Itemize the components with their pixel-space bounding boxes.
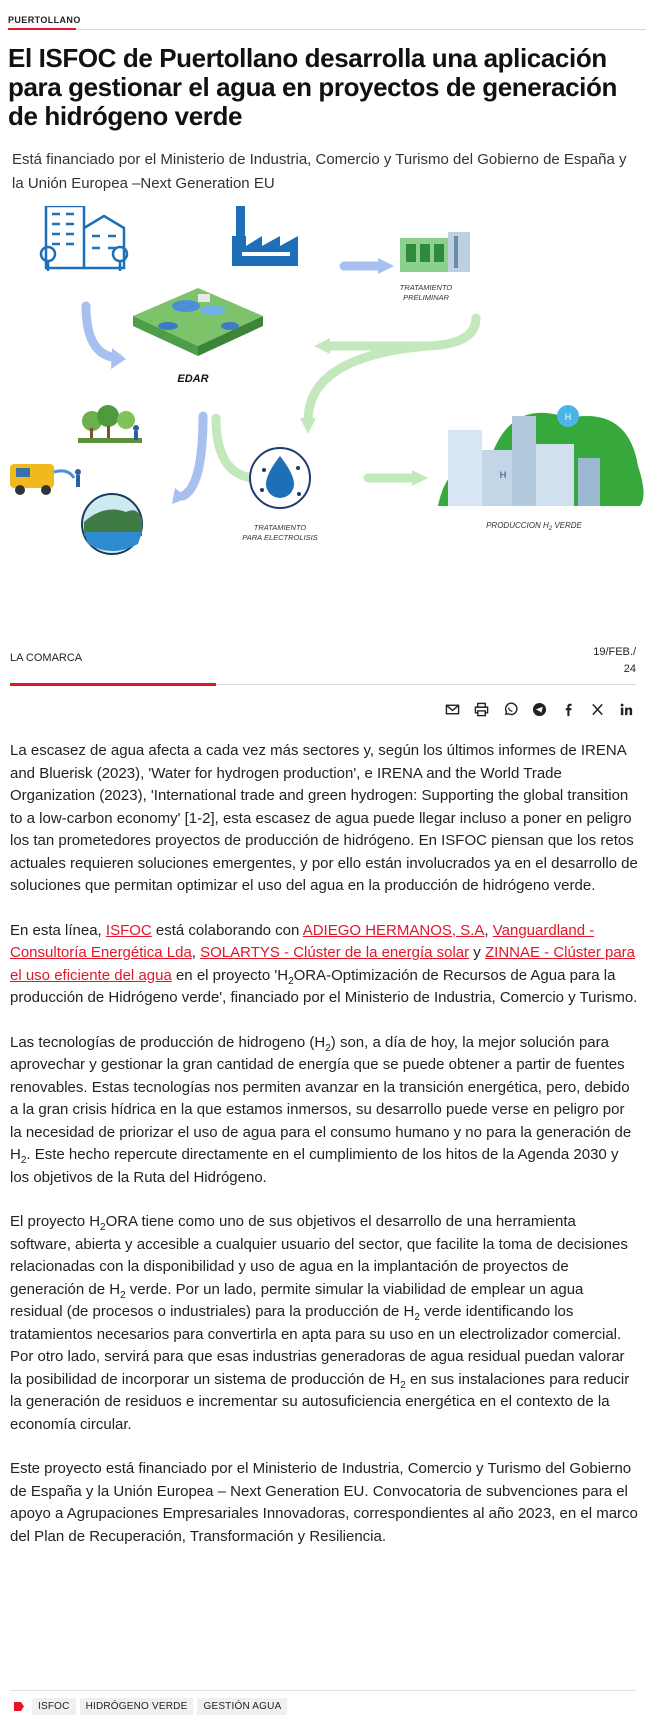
facebook-icon — [561, 702, 576, 717]
tag-list — [14, 1698, 287, 1715]
link-isfoc[interactable]: ISFOC — [105, 921, 152, 939]
pretreatment-label-1: TRATAMIENTO — [399, 283, 453, 292]
whatsapp-icon — [503, 702, 518, 717]
link-vanguardland[interactable]: Vanguardland - Consultoría Energética Lda — [10, 921, 595, 961]
author-link[interactable]: LA COMARCA — [10, 652, 83, 664]
city-buildings-icon — [41, 206, 127, 271]
article-title: El ISFOC de Puertollano desarrolla una aplicación para gestionar el agua en proyectos de generación de hidrógeno verde — [8, 43, 617, 131]
hero-infographic — [8, 206, 648, 611]
article-body — [10, 740, 640, 1570]
article-subtitle: Está financiado por el Ministerio de Industria, Comercio y Turismo del Gobierno de España y la Unión Europea –Next Generation EU — [12, 151, 627, 192]
link-adiego-hermanos[interactable]: ADIEGO HERMANOS, S.A — [302, 921, 485, 939]
edar-label: EDAR — [177, 373, 209, 385]
link-solartys[interactable]: SOLARTYS - Clúster de la energía solar — [200, 944, 470, 961]
paragraph-3: Las tecnologías de producción de hidrogeno $(H_2)$ son, a día de hoy, la mejor solución para aprovechar y gestionar la gran cantidad de energía que se puede obtener a partir de fuentes renovables. Estas tecnologías nos permiten avanzar en la transición energética, pero, debido a la gran crisis hídrica en la que estamos inmersos, su desarrollo puede verse en peligro por la necesidad de priorizar el uso de agua para el consumo humano y no para la generación de $H_2$. Este hecho repercute directamente en el cumplimiento de los hitos de la Agenda 2030 y los objetivos de la Ruta del Hidrógeno. — [10, 1033, 632, 1186]
pretreatment-plant-icon — [400, 232, 470, 272]
share-whatsapp-button[interactable] — [501, 700, 519, 718]
tag-isfoc[interactable]: ISFOC — [32, 1698, 76, 1715]
share-linkedin-button[interactable] — [617, 700, 635, 718]
lake-icon — [82, 494, 142, 554]
section-link[interactable]: PUERTOLLANO — [8, 15, 81, 25]
share-bar — [443, 700, 635, 718]
paragraph-1: La escasez de agua afecta a cada vez más sectores y, según los últimos informes de IRENA and Bluerisk (2023), 'Water for hydrogen production', e IRENA and the World Trade Organization (2023), 'International trade and green hydrogen: Supporting the global transition to a low-carbon economy' [1-2], esta escasez de agua puede llegar incluso a poner en peligro los tan prometedores proyectos de producción de hidrógeno. En ISFOC piensan que los retos actuales requieren soluciones emergentes, y por ello están involucrados ya en el desarrollo de soluciones que permitan optimizar el uso del agua en la producción de hidrógeno verde. — [10, 742, 638, 894]
paragraph-4: El proyecto $H_2ORA$ tiene como uno de sus objetivos el desarrollo de una herramienta software, abierta y accesible a cualquier usuario del sector, que facilite la toma de decisiones relacionadas con la disponibilidad y uso de agua en la implantación de proyectos de generación de $H_2$ verde. Por un lado, permite simular la viabilidad de emplear un agua residual (de procesos o industriales) para la producción de $H_2$ verde identificando los tratamientos necesarios para convertirla en apta para su uso en un electrolizador comercial. Por otro lado, servirá para que esas industrias generadoras de agua residual puedan valorar la posibilidad de incorporar un sistema de producción de $H_2$ en sus instalaciones para reducir la generación de residuos e incrementar su autosuficiencia energética en el contexto de la economía circular. — [10, 1213, 630, 1433]
paragraph-5: Este proyecto está financiado por el Ministerio de Industria, Comercio y Turismo del Gobierno de España y la Unión Europea – Next Generation EU. Convocatoria de subvenciones para el apoyo a Agrupaciones Empresariales Innovadoras, correspondientes al año 2023, en el marco del Plan de Recuperación, Transformación y Resiliencia. — [10, 1460, 638, 1545]
production-label: PRODUCCION $H_2$ VERDE — [486, 521, 582, 532]
publish-date-line-1: 19/FEB./ — [593, 646, 636, 658]
share-x-button[interactable] — [588, 700, 606, 718]
tag-gestion-agua[interactable]: GESTIÓN AGUA — [197, 1698, 287, 1715]
link-zinnae[interactable]: ZINNAE - Clúster para el uso eficiente del agua — [10, 944, 636, 984]
publish-date — [586, 644, 636, 678]
x-icon — [590, 702, 605, 717]
flow-arrows-green — [216, 318, 476, 478]
svg-text:H: H — [499, 470, 507, 480]
svg-text:H: H — [564, 412, 572, 422]
electrolysis-label-1: TRATAMIENTO — [253, 523, 307, 532]
electrolysis-label-2: PARA ELECTROLISIS — [242, 533, 318, 542]
linkedin-icon — [619, 702, 634, 717]
share-facebook-button[interactable] — [559, 700, 577, 718]
section-header — [8, 12, 646, 30]
pretreatment-label-2: PRELIMINAR — [403, 293, 449, 302]
share-email-button[interactable] — [443, 700, 461, 718]
share-print-button[interactable] — [472, 700, 490, 718]
byline — [10, 644, 636, 684]
share-telegram-button[interactable] — [530, 700, 548, 718]
edar-plant-icon — [133, 288, 263, 356]
tag-hidrogeno-verde[interactable]: HIDRÓGENO VERDE — [80, 1698, 194, 1715]
print-icon — [474, 702, 489, 717]
tag-marker-icon — [14, 1702, 24, 1711]
factory-icon — [232, 206, 298, 266]
cleaning-truck-icon — [10, 464, 81, 495]
publish-date-line-2: 24 — [623, 663, 636, 675]
section-underline — [8, 28, 76, 30]
flow-arrows-blue — [86, 266, 380, 496]
paragraph-2: En esta línea, ISFOC está colaborando con ADIEGO HERMANOS, S.A, Vanguardland - Consultoría Energética Lda, SOLARTYS - Clúster de la energía solar y ZINNAE - Clúster para el uso eficiente del agua en el proyecto '$H_2ORA$-Optimización de Recursos de Agua para la producción de Hidrógeno verde', financiado por el Ministerio de Industria, Comercio y Turismo. — [10, 921, 638, 1006]
telegram-icon — [532, 702, 547, 717]
hydrogen-plant-icon — [438, 405, 644, 506]
tags-divider — [10, 1690, 636, 1691]
email-icon — [445, 702, 460, 717]
byline-accent-bar — [10, 683, 216, 686]
agriculture-icon — [78, 405, 142, 443]
electrolysis-treatment-icon — [250, 448, 310, 508]
